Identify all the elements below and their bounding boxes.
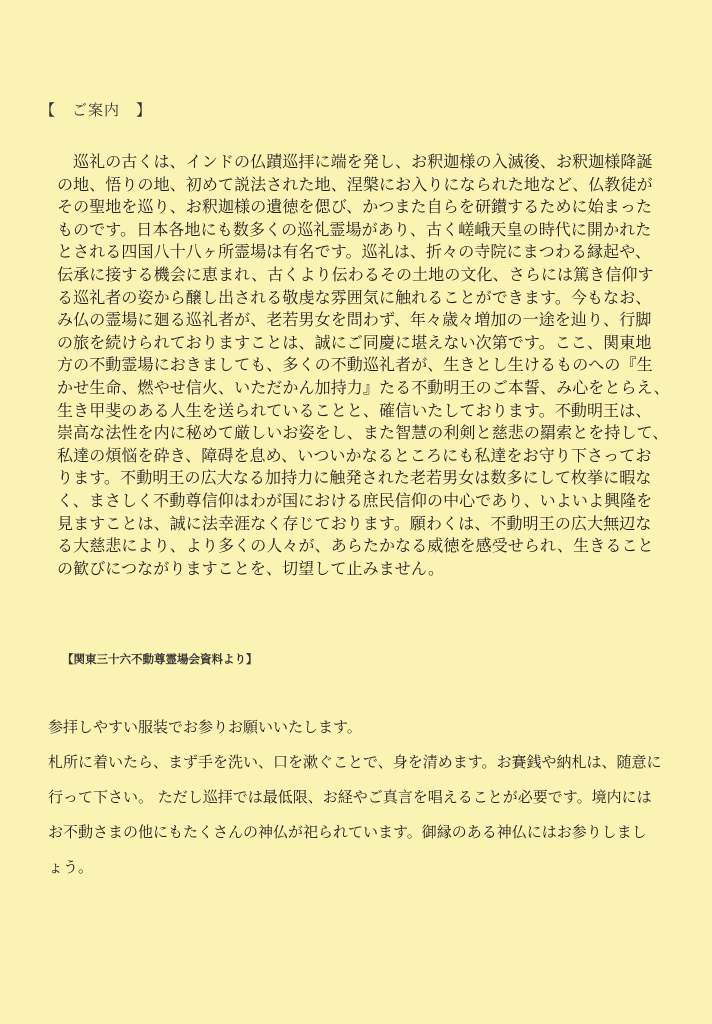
text-line: の歓びにつながりますことを、切望して止みません。 xyxy=(57,558,445,578)
source-citation: 【関東三十六不動尊霊場会資料より】 xyxy=(62,652,258,666)
section-heading: 【 ご案内 】 xyxy=(40,101,153,119)
text-line: み仏の霊場に廻る巡礼者が、老若男女を問わず、年々歳々増加の一途を辿り、行脚 xyxy=(57,310,652,330)
introduction-text xyxy=(57,151,681,580)
text-line: る巡礼者の姿から醸し出される敬虔な雰囲気に触れることができます。今もなお、 xyxy=(57,287,652,307)
text-line: 生き甲斐のある人生を送られていることと、確信いたしております。不動明王は、 xyxy=(57,400,652,420)
guide-line: 札所に着いたら、まず手を洗い、口を漱ぐことで、身を清めます。お賽銭や納札は、随意に xyxy=(48,753,662,771)
guide-line: お不動さまの他にもたくさんの神仏が祀られています。御縁のある神仏にはお参りしまし xyxy=(48,823,647,841)
text-line: 崇高な法性を内に秘めて厳しいお姿をし、また智慧の利剣と慈悲の羂索とを持して、 xyxy=(57,423,669,443)
text-line: く、まさしく不動尊信仰はわが国における庶民信仰の中心であり、いよいよ興隆を xyxy=(57,490,653,510)
text-line: ものです。日本各地にも数多くの巡礼霊場があり、古く嵯峨天皇の時代に開かれた xyxy=(57,219,652,239)
text-line: 伝承に接する機会に恵まれ、古くより伝わるその土地の文化、さらには篤き信仰す xyxy=(57,264,654,284)
text-line: 方の不動霊場におきましても、多くの不動巡礼者が、生きとし生けるものへの『生 xyxy=(57,355,653,375)
text-line: とされる四国八十八ヶ所霊場は有名です。巡礼は、折々の寺院にまつわる縁起や、 xyxy=(57,242,652,262)
text-line: 私達の煩悩を砕き、障碍を息め、いついかなるところにも私達をお守り下さってお xyxy=(57,445,652,465)
text-line: る大慈悲により、より多くの人々が、あらたかなる威徳を感受せられ、生きること xyxy=(57,536,654,556)
text-line: の地、悟りの地、初めて説法された地、涅槃にお入りになられた地など、仏教徒が xyxy=(57,174,653,194)
text-line: その聖地を巡り、お釈迦様の遺徳を偲び、かつまた自らを研鑚するために始まった xyxy=(57,197,653,217)
text-line: 見ますことは、誠に法幸涯なく存じております。願わくは、不動明王の広大無辺な xyxy=(57,513,652,533)
guide-line: 行って下さい。 ただし巡拝では最低限、お経やご真言を唱えることが必要です。境内には xyxy=(48,788,652,806)
guide-line: 参拝しやすい服装でお参りお願いいたします。 xyxy=(48,718,362,736)
text-line: 巡礼の古くは、インドの仏蹟巡拝に端を発し、お釈迦様の入滅後、お釈迦様降誕 xyxy=(73,152,653,171)
text-line: の旅を続けられておりますことは、誠にご同慶に堪えない次第です。ここ、関東地 xyxy=(57,332,652,352)
text-line: ります。不動明王の広大なる加持力に触発された老若男女は数多にして枚挙に暇な xyxy=(57,468,652,488)
text-line: かせ生命、燃やせ信火、いただかん加持力』たる不動明王のご本誓、み心をとらえ、 xyxy=(57,377,670,397)
guide-line: ょう。 xyxy=(48,858,94,876)
